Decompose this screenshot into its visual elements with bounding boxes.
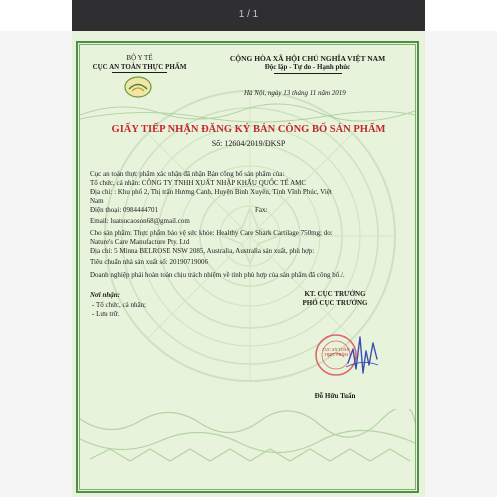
document-number: Số: 12604/2019/ĐKSP <box>211 139 286 148</box>
signer-role-2: PHÓ CỤC TRƯỞNG <box>302 299 368 307</box>
address-line-2: Nam <box>90 197 104 205</box>
national-motto: Độc lập - Tự do - Hạnh phúc <box>264 63 351 71</box>
responsibility-statement: Doanh nghiệp phải hoàn toàn chịu trách nhiệm về tính phù hợp của sản phẩm đã công bố./. <box>90 271 345 279</box>
email-address: Email: luatsucaoson68@gmail.com <box>90 217 190 225</box>
intro-text: Cục an toàn thực phẩm xác nhận đã nhận Bản công bố sản phẩm của: <box>90 170 285 178</box>
ministry-name: BỘ Y TẾ <box>126 54 153 62</box>
organization-line: Tổ chức, cá nhân: CÔNG TY TNHH XUẤT NHẬP KHẨU QUỐC TẾ AMC <box>90 179 307 187</box>
product-line-2: Nature's Care Manufacture Pty. Ltd <box>90 238 190 246</box>
recipients-heading: Nơi nhận: <box>90 291 121 299</box>
handwritten-signature-icon <box>344 329 380 381</box>
product-line-1: Cho sản phẩm: Thực phẩm bảo vệ sức khỏe: Healthy Care Shark Cartilage 750mg; do: <box>90 229 333 237</box>
document-title: GIẤY TIẾP NHẬN ĐĂNG KÝ BẢN CÔNG BỐ SẢN PHẨM <box>111 124 386 135</box>
recipient-item: - Lưu trữ. <box>92 310 120 318</box>
signer-name: Đỗ Hữu Tuấn <box>314 392 356 400</box>
recipient-item: - Tổ chức, cá nhân; <box>92 301 147 309</box>
place-date: Hà Nội, ngày 13 tháng 11 năm 2019 <box>244 89 346 97</box>
agency-underline <box>112 72 167 73</box>
page-counter: 1 / 1 <box>238 9 259 20</box>
country-name: CỘNG HÒA XÃ HỘI CHỦ NGHĨA VIỆT NAM <box>229 54 386 63</box>
page-border-inner <box>79 44 416 490</box>
food-safety-logo-icon <box>124 76 152 98</box>
agency-name: CỤC AN TOÀN THỰC PHẨM <box>92 63 187 71</box>
viewer-gutter-right <box>425 31 497 497</box>
viewer-gutter-left <box>0 31 72 497</box>
fax-number: Fax: <box>255 206 268 214</box>
viewer-toolbar <box>72 0 425 31</box>
document-page[interactable] <box>72 31 425 497</box>
signer-role-1: KT. CỤC TRƯỞNG <box>304 290 366 298</box>
address-line-1: Địa chỉ: : Khu phố 2, Thị trấn Hương Canh, Huyện Bình Xuyên, Tỉnh Vĩnh Phúc, Việt <box>90 188 332 196</box>
manufacturer-standard: Tiêu chuẩn nhà sản xuất số: 20190719006 <box>90 258 208 266</box>
motto-underline <box>274 73 342 74</box>
manufacturer-address: Địa chỉ: 5 Minna BELROSE NSW 2085, Australia, Australia sản xuất, phù hợp: <box>90 247 315 255</box>
stamp-text: CỤC AN TOÀN THỰC PHẨM <box>322 347 350 357</box>
phone-number: Điện thoại: 0984444701 <box>90 206 159 214</box>
